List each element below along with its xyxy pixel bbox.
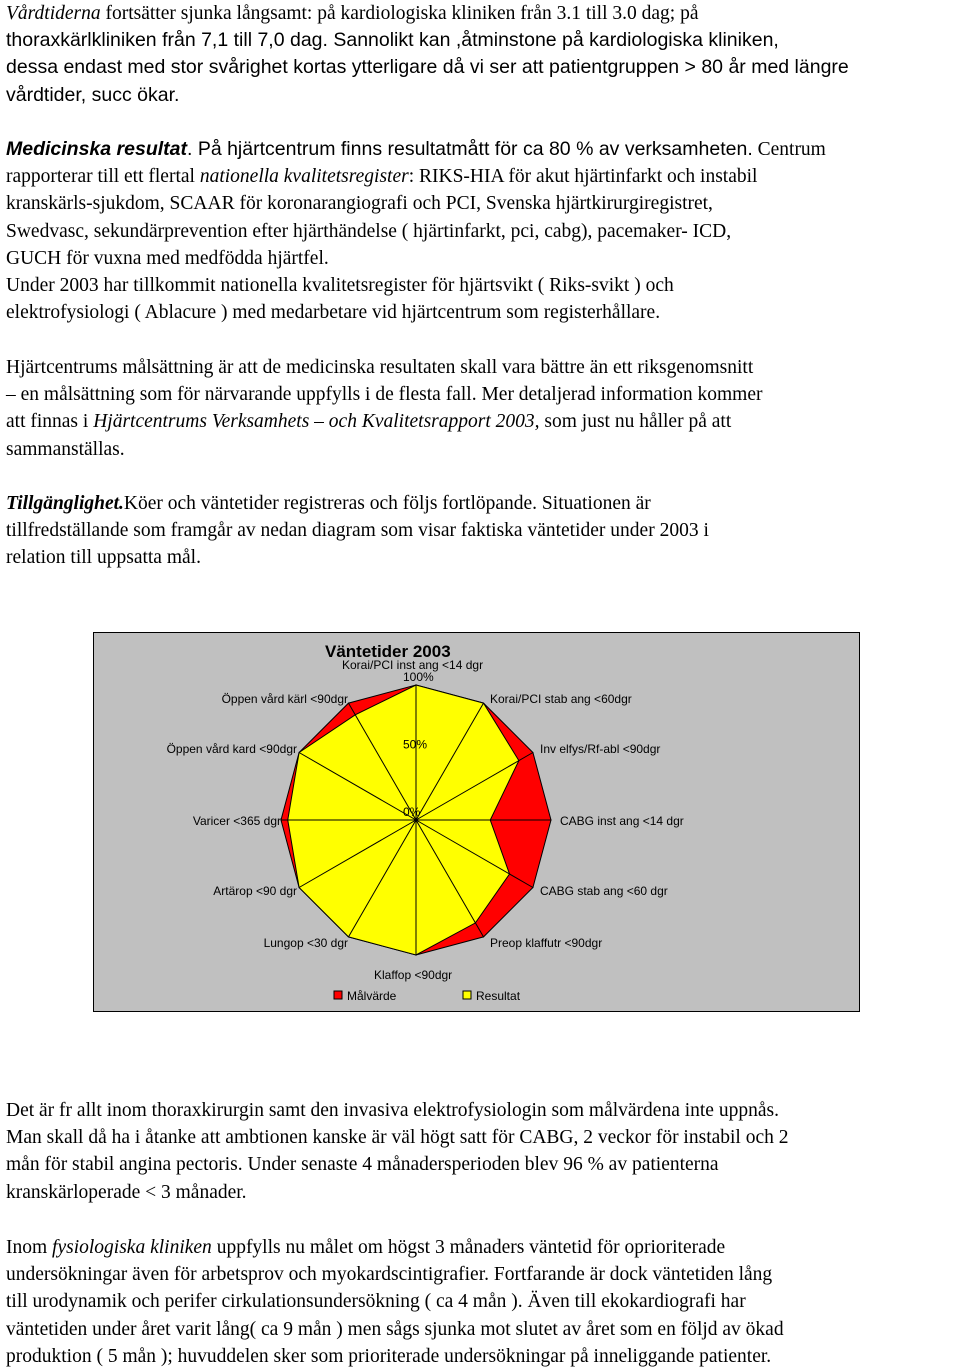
legend-swatch-1 bbox=[463, 991, 471, 999]
para4-lead: Tillgänglighet. bbox=[6, 493, 124, 514]
para1-line1 bbox=[6, 0, 958, 27]
para1-text1: fortsätter sjunka långsamt: på kardiologiska kliniken från 3.1 till 3.0 dag; på bbox=[100, 3, 699, 24]
category-label-6: Klaffop <90dgr bbox=[374, 968, 453, 982]
paragraph-tillganglighet bbox=[6, 490, 958, 572]
para1-line3: dessa endast med stor svårighet kortas ytterligare då vi ser att patientgruppen > 80 år med längre bbox=[6, 56, 849, 79]
para2-line7: elektrofysiologi ( Ablacure ) med medarbetare vid hjärtcentrum som registerhållare. bbox=[6, 302, 661, 324]
para3-line1: Hjärtcentrums målsättning är att de medicinska resultaten skall vara bättre än ett riksgenomsnitt bbox=[6, 357, 754, 378]
legend-label-0: Målvärde bbox=[347, 989, 397, 1003]
paragraph-thoraxkirurgi bbox=[6, 1097, 958, 1206]
para5-line1: Det är fr allt inom thoraxkirurgin samt den invasiva elektrofysiologin som målvärdena inte uppnås. bbox=[6, 1100, 779, 1121]
legend-swatch-0 bbox=[334, 991, 342, 999]
paragraph-fysiologiska bbox=[6, 1234, 958, 1370]
radar-layer bbox=[280, 684, 551, 955]
para6-text1b: uppfylls nu målet om högst 3 månaders väntetid för oprioriterade bbox=[211, 1237, 726, 1258]
para2-text1b: Centrum bbox=[752, 139, 826, 160]
para1-lead: Vårdtiderna bbox=[6, 3, 101, 24]
category-label-9: Varicer <365 dgr bbox=[192, 814, 281, 828]
para3-text3a: att finnas i bbox=[6, 411, 94, 433]
category-label-8: Artärop <90 dgr bbox=[213, 884, 297, 898]
tick-label-1: 50% bbox=[403, 737, 428, 752]
category-label-4: CABG stab ang <60 dgr bbox=[540, 884, 668, 898]
para1-line2: thoraxkärlkliniken från 7,1 till 7,0 dag. Sannolikt kan ,åtminstone på kardiologiska kliniken, bbox=[6, 29, 779, 52]
para2-text1a: . På hjärtcentrum finns resultatmått för ca 80 % av verksamheten. bbox=[186, 138, 753, 160]
paragraph-malsattning bbox=[6, 354, 958, 463]
chart-title: Väntetider 2003 bbox=[325, 642, 451, 661]
paragraph-medicinska-resultat bbox=[6, 136, 958, 326]
paragraph-vardtider bbox=[6, 0, 958, 109]
para5-line3: mån för stabil angina pectoris. Under senaste 4 månadersperioden blev 96 % av patienterna bbox=[6, 1154, 719, 1176]
category-label-10: Öppen vård kard <90dgr bbox=[166, 742, 297, 756]
para3-line2: – en målsättning som för närvarande uppfylls i de flesta fall. Mer detaljerad information kommer bbox=[6, 384, 763, 406]
para3-line4: sammanställas. bbox=[6, 438, 125, 460]
category-label-5: Preop klaffutr <90dgr bbox=[490, 936, 603, 950]
radar-chart-svg bbox=[94, 633, 861, 1013]
para6-line5: produktion ( 5 mån ); huvuddelen sker som prioriterade undersökningar på inneliggande patienter. bbox=[6, 1345, 772, 1367]
tick-label-2: 0% bbox=[403, 805, 421, 819]
category-label-1: Korai/PCI stab ang <60dgr bbox=[490, 692, 632, 706]
category-label-0: Korai/PCI inst ang <14 dgr bbox=[342, 658, 484, 672]
para3-text3b: som just nu håller på att bbox=[539, 411, 732, 433]
para2-registry-italic: nationella kvalitetsregister bbox=[199, 166, 409, 188]
para5-line2: Man skall då ha i åtanke att ambtionen kanske är väl högt satt för CABG, 2 veckor för instabil och 2 bbox=[6, 1127, 789, 1149]
legend-label-1: Resultat bbox=[476, 989, 521, 1003]
para6-line3: till urodynamik och perifer cirkulationsundersökning ( ca 4 mån ). Även till ekokardiografi har bbox=[6, 1291, 746, 1313]
para2-lead: Medicinska resultat bbox=[6, 138, 187, 160]
para6-text1a: Inom bbox=[6, 1237, 53, 1258]
chart-legend bbox=[334, 989, 521, 1003]
para4-line1 bbox=[6, 490, 958, 517]
radar-chart bbox=[93, 632, 860, 1012]
para2-text2b: : RIKS-HIA för akut hjärtinfarkt och instabil bbox=[408, 166, 758, 188]
para4-line2: tillfredställande som framgår av nedan diagram som visar faktiska väntetider under 2003 i bbox=[6, 520, 709, 542]
category-label-3: CABG inst ang <14 dgr bbox=[560, 814, 684, 828]
para2-line3: kranskärls-sjukdom, SCAAR för koronarangiografi och PCI, Svenska hjärtkirurgiregistret, bbox=[6, 193, 713, 215]
para5-line4: kranskärloperade < 3 månader. bbox=[6, 1181, 247, 1203]
para2-line2 bbox=[6, 163, 958, 190]
para3-line3 bbox=[6, 408, 958, 435]
para1-line4: vårdtider, succ ökar. bbox=[6, 83, 180, 106]
para4-text1: Köer och väntetider registreras och följs fortlöpande. Situationen är bbox=[123, 493, 651, 514]
para6-clinic-italic: fysiologiska kliniken bbox=[52, 1237, 212, 1258]
para3-report-italic: Hjärtcentrums Verksamhets – och Kvalitetsrapport 2003, bbox=[93, 411, 540, 433]
category-label-11: Öppen vård kärl <90dgr bbox=[221, 692, 348, 706]
para6-line4: väntetiden under året varit lång( ca 9 mån ) men sågs sjunka mot slutet av året som en följd av ökad bbox=[6, 1318, 784, 1340]
para6-line2: undersökningar även för arbetsprov och myokardscintigrafier. Fortfarande är dock väntetiden lång bbox=[6, 1264, 773, 1286]
para2-line4: Swedvasc, sekundärprevention efter hjärthändelse ( hjärtinfarkt, pci, cabg), pacemaker- ICD, bbox=[6, 220, 732, 242]
tick-label-0: 100% bbox=[403, 670, 434, 684]
para2-line5: GUCH för vuxna med medfödda hjärtfel. bbox=[6, 247, 329, 269]
para2-line6: Under 2003 har tillkommit nationella kvalitetsregister för hjärtsvikt ( Riks-svikt ) och bbox=[6, 275, 674, 297]
para4-line3: relation till uppsatta mål. bbox=[6, 547, 201, 569]
category-label-2: Inv elfys/Rf-abl <90dgr bbox=[540, 742, 661, 756]
para2-line1 bbox=[6, 136, 958, 163]
para6-line1 bbox=[6, 1234, 958, 1261]
para2-text2a: rapporterar till ett flertal bbox=[6, 166, 200, 188]
category-label-7: Lungop <30 dgr bbox=[263, 936, 348, 950]
